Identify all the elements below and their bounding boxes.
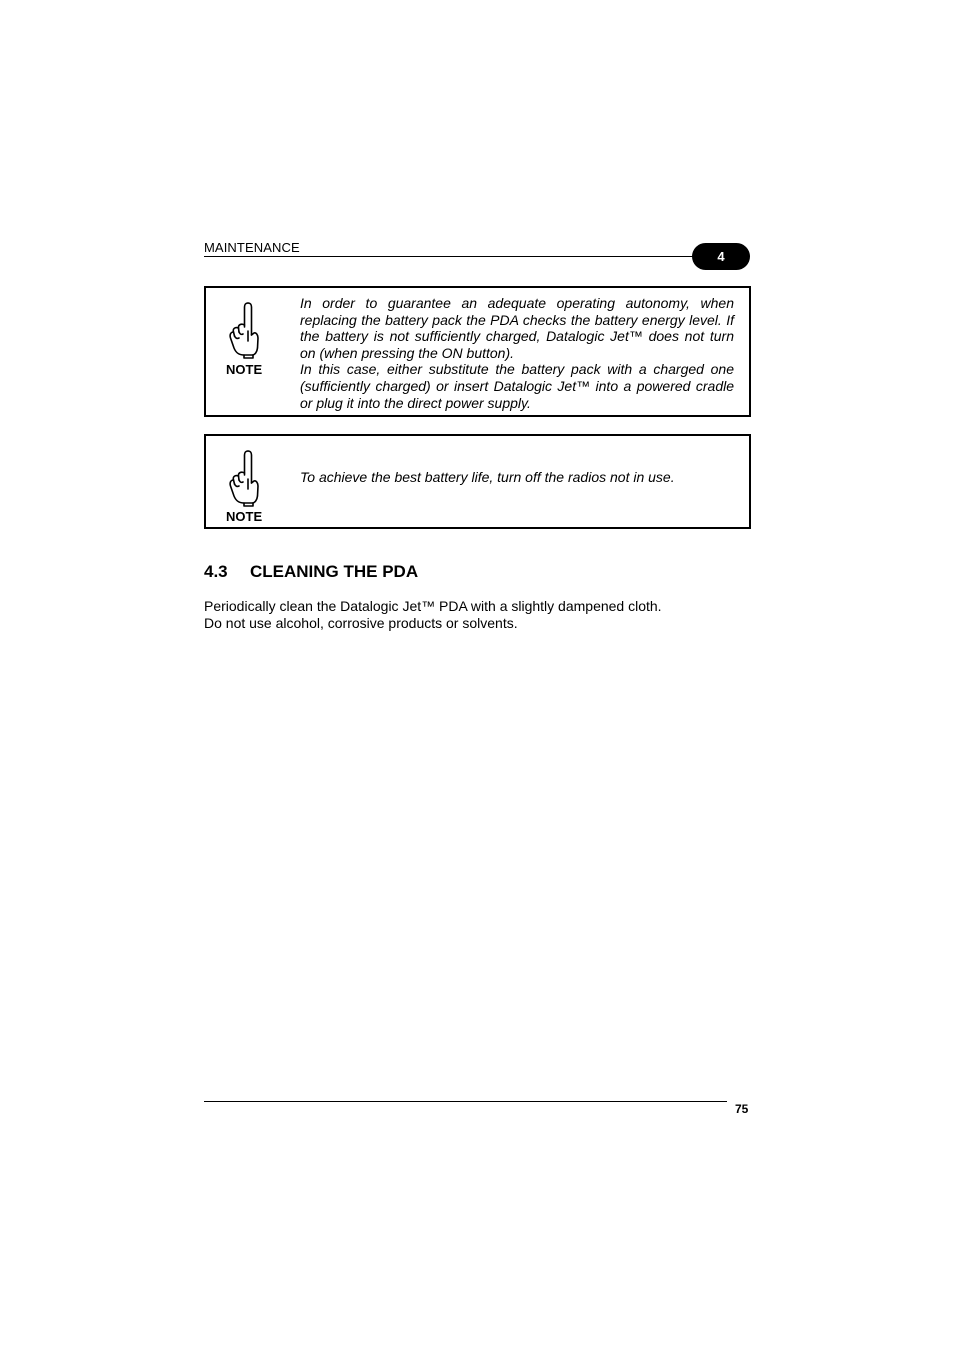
note-paragraph: In this case, either substitute the battery pack with a charged one (sufficiently charged) or insert Datalogic Jet™ into a powered cradle or plug it into the direct power supply. [300, 361, 734, 411]
footer-rule [204, 1101, 727, 1102]
header-rule [204, 256, 724, 257]
note-box [204, 286, 751, 417]
section-heading [204, 562, 418, 582]
note-text [300, 295, 734, 411]
note-box [204, 434, 751, 529]
pointing-hand-icon [228, 301, 262, 359]
body-paragraph: Do not use alcohol, corrosive products or solvents. [204, 614, 518, 631]
note-paragraph: In order to guarantee an adequate operating autonomy, when replacing the battery pack the PDA checks the battery energy level. If the battery is not sufficiently charged, Datalogic Jet™ does not turn on (when pressing the ON button). [300, 295, 734, 361]
note-label: NOTE [226, 509, 263, 524]
note-label: NOTE [226, 362, 263, 377]
note-paragraph: To achieve the best battery life, turn off the radios not in use. [300, 469, 675, 485]
body-paragraph: Periodically clean the Datalogic Jet™ PDA with a slightly dampened cloth. [204, 598, 662, 614]
note-text [300, 469, 734, 486]
section-number: 4.3 [204, 562, 228, 581]
page-number: 75 [735, 1102, 749, 1116]
section-body [204, 598, 662, 631]
pointing-hand-icon [228, 449, 262, 507]
chapter-badge: 4 [692, 243, 750, 270]
running-header: MAINTENANCE [204, 240, 300, 255]
section-title: CLEANING THE PDA [250, 562, 419, 581]
